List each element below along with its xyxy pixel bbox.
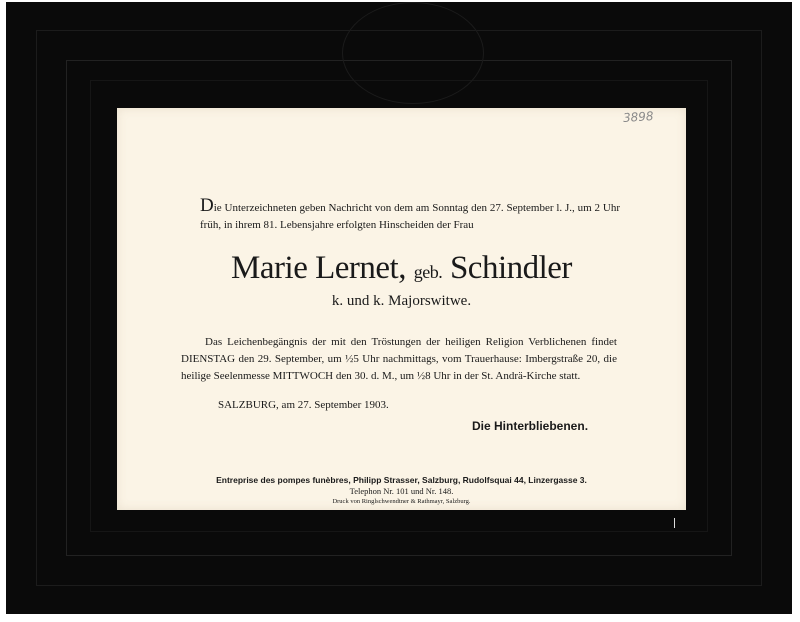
drop-letter: D	[200, 195, 214, 216]
place-date: SALZBURG, am 27. September 1903.	[218, 399, 389, 411]
funeral-paragraph	[181, 334, 617, 385]
signature: Die Hinterbliebenen.	[472, 419, 589, 433]
geb-label: geb.	[413, 262, 443, 282]
intro-text: ie Unterzeichneten geben Nachricht von dem am Sonntag den 27. September l. J., um 2 Uhr früh, in ihrem 81. Lebensjahre erfolgten Hinscheiden der Frau	[200, 202, 620, 231]
embossed-emblem	[342, 2, 484, 104]
deceased-name	[117, 250, 686, 290]
edge-mark	[674, 518, 675, 528]
telephone-line: Telephon Nr. 101 und Nr. 148.	[349, 486, 454, 496]
obituary-card	[117, 108, 686, 510]
printer-line: Druck von Ringlschwendtner & Rathmayr, Salzburg.	[332, 498, 471, 505]
intro-paragraph	[200, 195, 620, 234]
deceased-title: k. und k. Majorswitwe.	[331, 293, 472, 309]
undertaker-line: Entreprise des pompes funèbres, Philipp Strasser, Salzburg, Rudolfsquai 44, Linzergasse 3.	[216, 475, 587, 485]
deceased-maiden-name: Schindler	[449, 250, 572, 286]
funeral-text: Das Leichenbegängnis der mit den Tröstungen der heiligen Religion Verblichenen findet DIENSTAG den 29. September, um ½5 Uhr nachmittags, vom Trauerhause: Imbergstraße 20, die heilige Seelenmesse MITTWOCH den 30. d. M., um ½8 Uhr in der St. Andrä-Kirche statt.	[181, 336, 617, 382]
deceased-first-name: Marie Lernet,	[231, 250, 406, 286]
archive-number: 3898	[622, 108, 654, 126]
